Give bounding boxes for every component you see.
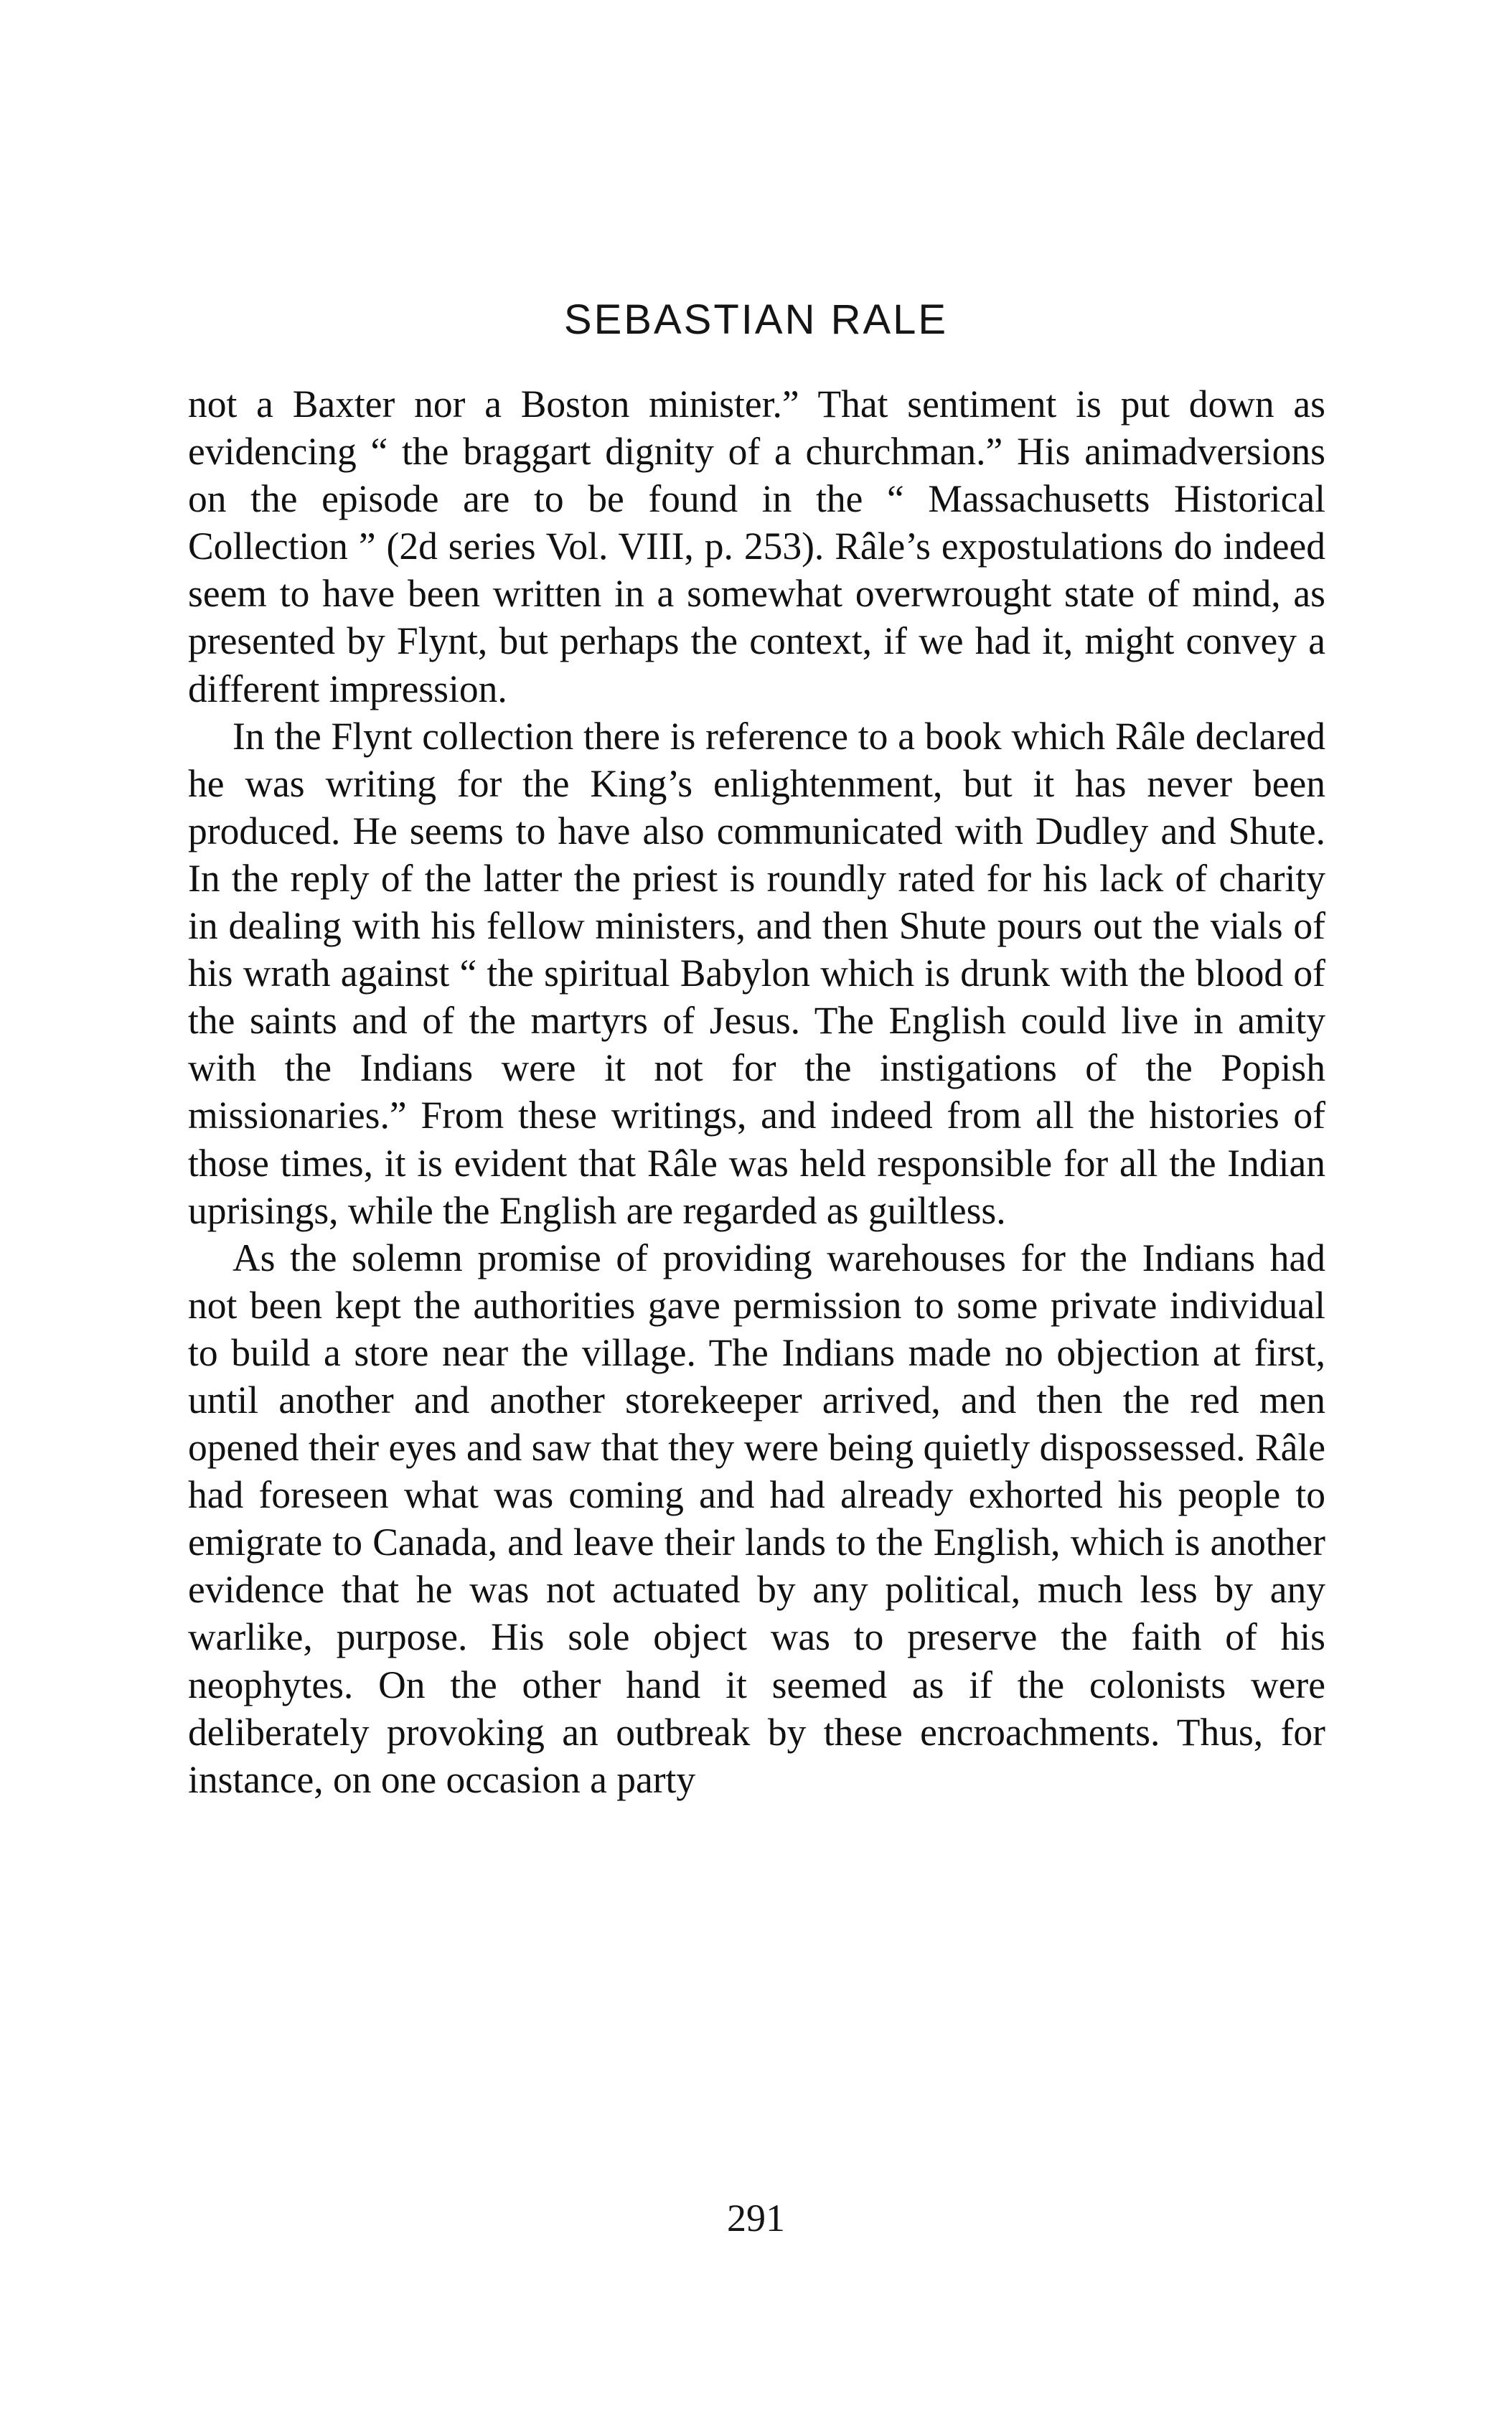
- paragraph-flynt-collection: In the Flynt collection there is reference to a book which Râle declared he was writing for the King’s enlightenment, but it has never been produced. He seems to have also communicated with Dudley and Shute. In the reply of the latter the priest is roundly rated for his lack of charity in dealing with his fellow ministers, and then Shute pours out the vials of his wrath against “ the spiritual Babylon which is drunk with the blood of the saints and of the martyrs of Jesus. The English could live in amity with the Indians were it not for the instigations of the Popish missionaries.” From these writings, and indeed from all the histories of those times, it is evident that Râle was held responsible for all the Indian uprisings, while the English are regarded as guiltless.: [188, 714, 1325, 1232]
- paragraph-warehouses: As the solemn promise of providing warehouses for the Indians had not been kept the authorities gave permission to some private individual to build a store near the village. The Indians made no objection at first, until another and another storekeeper arrived, and then the red men opened their eyes and saw that they were being quietly dispossessed. Râle had foreseen what was coming and had already exhorted his people to emigrate to Canada, and leave their lands to the English, which is another evidence that he was not actuated by any political, much less by any warlike, purpose. His sole object was to preserve the faith of his neophytes. On the other hand it seemed as if the colonists were deliberately provoking an outbreak by these encroachments. Thus, for instance, on one occasion a party: [188, 1236, 1325, 1801]
- page-number: 291: [727, 2197, 785, 2240]
- running-head: SEBASTIAN RALE: [563, 296, 949, 343]
- paragraph-continued: not a Baxter nor a Boston minister.” That sentiment is put down as evidencing “ the braggart dignity of a churchman.” His animadversions on the episode are to be found in the “ Massachusetts Historical Collection ” (2d series Vol. VIII, p. 253). Râle’s expostulations do indeed seem to have been written in a somewhat overwrought state of mind, as presented by Flynt, but perhaps the context, if we had it, might convey a different impression.: [188, 382, 1325, 710]
- body-text: [188, 380, 1325, 1803]
